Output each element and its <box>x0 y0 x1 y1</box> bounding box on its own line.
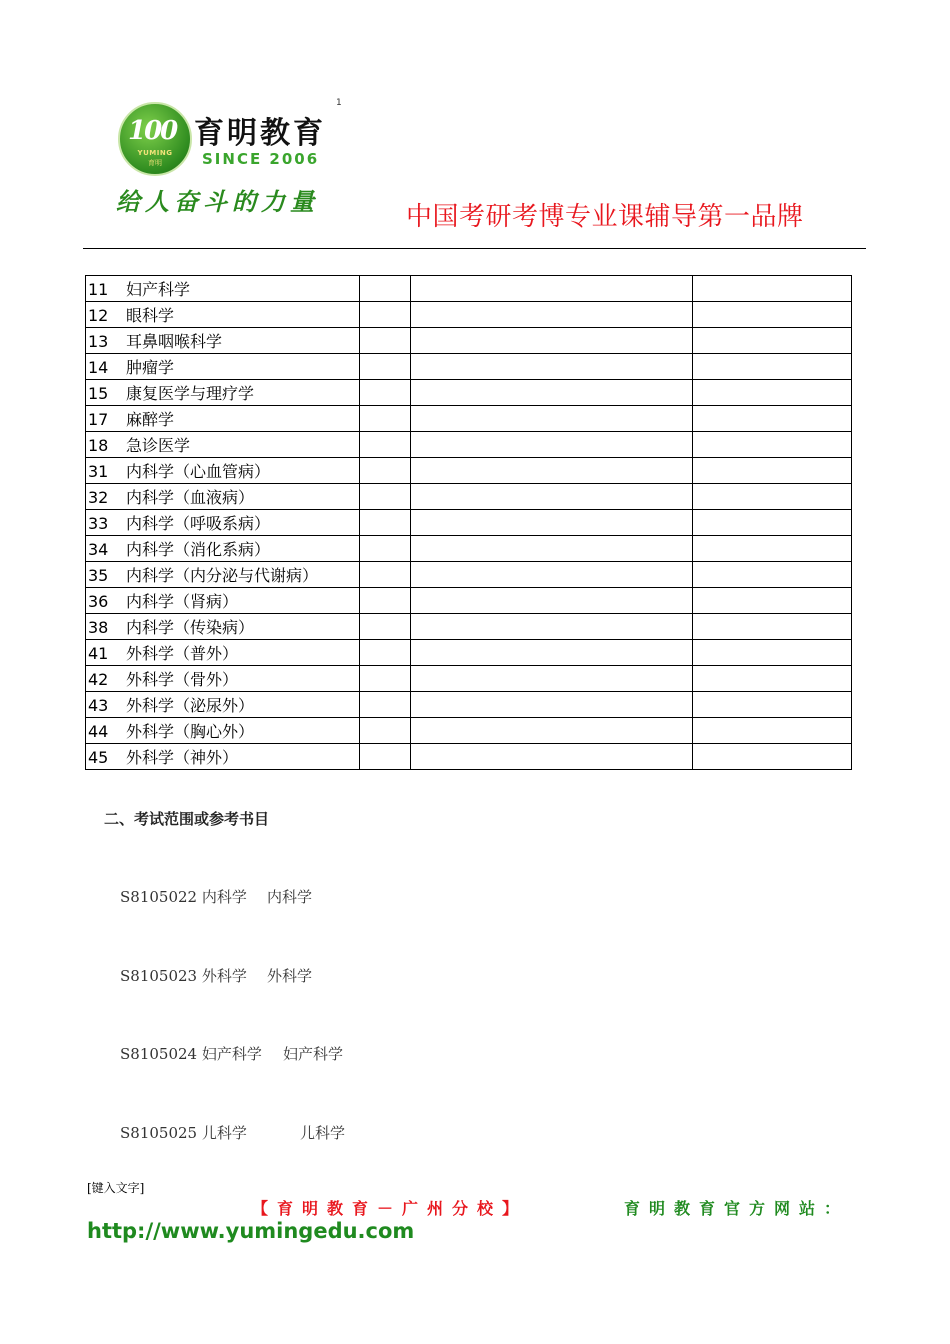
major-name: 内科学（血液病） <box>126 488 255 507</box>
major-code: 17 <box>88 410 109 429</box>
book-course: S8105025 儿科学 <box>120 1124 247 1142</box>
logo-en: YUMING <box>137 149 173 157</box>
book-course: S8105022 内科学 <box>120 888 247 906</box>
major-code: 38 <box>88 618 109 637</box>
empty-cell <box>360 354 411 380</box>
empty-cell <box>693 536 852 562</box>
major-code: 33 <box>88 514 109 533</box>
logo-emblem <box>118 102 192 176</box>
empty-cell <box>693 328 852 354</box>
book-course: S8105024 妇产科学 <box>120 1045 262 1063</box>
major-name: 内科学（心血管病） <box>126 462 271 481</box>
table-row <box>86 666 852 692</box>
major-code: 18 <box>88 436 109 455</box>
empty-cell <box>693 614 852 640</box>
empty-cell <box>360 432 411 458</box>
empty-cell <box>411 276 693 302</box>
major-code: 36 <box>88 592 109 611</box>
major-name: 耳鼻咽喉科学 <box>126 332 223 351</box>
empty-cell <box>360 302 411 328</box>
major-code: 12 <box>88 306 109 325</box>
book-entry <box>120 1122 346 1143</box>
major-cell <box>86 692 360 718</box>
table-row <box>86 510 852 536</box>
empty-cell <box>411 744 693 770</box>
major-name: 内科学（消化系病） <box>126 540 271 559</box>
empty-cell <box>693 692 852 718</box>
empty-cell <box>693 666 852 692</box>
table-row <box>86 484 852 510</box>
table-row <box>86 380 852 406</box>
table-row <box>86 458 852 484</box>
table-row <box>86 744 852 770</box>
table-row <box>86 302 852 328</box>
footer-url-link[interactable]: http://www.yumingedu.com <box>87 1219 415 1243</box>
empty-cell <box>693 276 852 302</box>
empty-cell <box>360 380 411 406</box>
major-code: 44 <box>88 722 109 741</box>
major-code: 14 <box>88 358 109 377</box>
table-row <box>86 328 852 354</box>
major-cell <box>86 484 360 510</box>
major-cell <box>86 744 360 770</box>
empty-cell <box>411 588 693 614</box>
table-row <box>86 536 852 562</box>
major-code: 15 <box>88 384 109 403</box>
empty-cell <box>411 484 693 510</box>
table-row <box>86 276 852 302</box>
book-reference: 内科学 <box>267 888 313 906</box>
major-cell <box>86 354 360 380</box>
empty-cell <box>411 328 693 354</box>
empty-cell <box>360 328 411 354</box>
major-name: 麻醉学 <box>126 410 175 429</box>
empty-cell <box>693 640 852 666</box>
major-code: 34 <box>88 540 109 559</box>
major-name: 内科学（内分泌与代谢病） <box>126 566 319 585</box>
book-reference: 外科学 <box>267 967 313 985</box>
major-name: 外科学（普外） <box>126 644 239 663</box>
major-cell <box>86 536 360 562</box>
logo-since: SINCE 2006 <box>202 150 320 168</box>
empty-cell <box>411 562 693 588</box>
table-row <box>86 588 852 614</box>
major-code: 41 <box>88 644 109 663</box>
empty-cell <box>360 744 411 770</box>
major-name: 外科学（骨外） <box>126 670 239 689</box>
brand-slogan: 中国考研考博专业课辅导第一品牌 <box>406 202 804 232</box>
empty-cell <box>693 380 852 406</box>
empty-cell <box>360 588 411 614</box>
major-cell <box>86 380 360 406</box>
major-cell <box>86 432 360 458</box>
empty-cell <box>411 510 693 536</box>
empty-cell <box>693 744 852 770</box>
book-reference: 妇产科学 <box>283 1045 344 1063</box>
logo-number: 100 <box>128 116 177 146</box>
empty-cell <box>360 640 411 666</box>
footer-branch: 【育明教育－广州分校】 <box>252 1199 528 1218</box>
major-code: 45 <box>88 748 109 767</box>
empty-cell <box>411 666 693 692</box>
empty-cell <box>411 302 693 328</box>
book-entry <box>120 965 313 986</box>
empty-cell <box>693 458 852 484</box>
empty-cell <box>411 718 693 744</box>
empty-cell <box>360 406 411 432</box>
book-course: S8105023 外科学 <box>120 967 247 985</box>
book-reference: 儿科学 <box>300 1124 346 1142</box>
empty-cell <box>360 718 411 744</box>
major-cell <box>86 276 360 302</box>
footer-site-label: 育明教育官方网站： <box>624 1199 850 1218</box>
empty-cell <box>693 588 852 614</box>
table-row <box>86 614 852 640</box>
major-code: 42 <box>88 670 109 689</box>
empty-cell <box>360 458 411 484</box>
empty-cell <box>693 510 852 536</box>
major-cell <box>86 458 360 484</box>
table-row <box>86 406 852 432</box>
empty-cell <box>360 484 411 510</box>
empty-cell <box>411 640 693 666</box>
major-cell <box>86 666 360 692</box>
major-cell <box>86 328 360 354</box>
table-row <box>86 562 852 588</box>
major-code: 43 <box>88 696 109 715</box>
major-name: 康复医学与理疗学 <box>126 384 255 403</box>
empty-cell <box>360 614 411 640</box>
major-code: 35 <box>88 566 109 585</box>
major-code: 32 <box>88 488 109 507</box>
major-name: 外科学（神外） <box>126 748 239 767</box>
book-entry <box>120 886 313 907</box>
major-cell <box>86 588 360 614</box>
header-divider <box>83 248 866 249</box>
footer-note: [键入文字] <box>87 1181 145 1195</box>
empty-cell <box>411 406 693 432</box>
empty-cell <box>360 536 411 562</box>
empty-cell <box>411 692 693 718</box>
empty-cell <box>693 354 852 380</box>
empty-cell <box>693 562 852 588</box>
empty-cell <box>693 484 852 510</box>
major-code: 31 <box>88 462 109 481</box>
empty-cell <box>693 432 852 458</box>
logo-cn-small: 育明 <box>148 159 162 167</box>
empty-cell <box>411 536 693 562</box>
major-cell <box>86 614 360 640</box>
logo-mark: 1 <box>336 98 342 108</box>
empty-cell <box>360 510 411 536</box>
table-row <box>86 640 852 666</box>
book-entry <box>120 1043 344 1064</box>
major-cell <box>86 406 360 432</box>
major-name: 外科学（胸心外） <box>126 722 255 741</box>
major-name: 内科学（肾病） <box>126 592 239 611</box>
empty-cell <box>411 614 693 640</box>
empty-cell <box>411 354 693 380</box>
table-row <box>86 718 852 744</box>
logo-name: 育明教育 <box>194 116 326 151</box>
empty-cell <box>411 380 693 406</box>
empty-cell <box>411 458 693 484</box>
logo-slogan: 给人奋斗的力量 <box>116 187 319 216</box>
logo <box>114 88 340 222</box>
empty-cell <box>411 432 693 458</box>
empty-cell <box>360 562 411 588</box>
empty-cell <box>693 718 852 744</box>
major-name: 外科学（泌尿外） <box>126 696 255 715</box>
major-name: 眼科学 <box>126 306 175 325</box>
major-cell <box>86 640 360 666</box>
major-name: 内科学（呼吸系病） <box>126 514 271 533</box>
major-cell <box>86 562 360 588</box>
table-row <box>86 432 852 458</box>
major-code: 11 <box>88 280 109 299</box>
major-cell <box>86 302 360 328</box>
empty-cell <box>360 666 411 692</box>
empty-cell <box>693 302 852 328</box>
major-name: 肿瘤学 <box>126 358 175 377</box>
major-cell <box>86 718 360 744</box>
major-cell <box>86 510 360 536</box>
table-row <box>86 354 852 380</box>
major-name: 内科学（传染病） <box>126 618 255 637</box>
empty-cell <box>360 276 411 302</box>
major-table <box>85 275 852 770</box>
major-name: 妇产科学 <box>126 280 191 299</box>
table-row <box>86 692 852 718</box>
empty-cell <box>360 692 411 718</box>
major-name: 急诊医学 <box>126 436 191 455</box>
empty-cell <box>693 406 852 432</box>
major-code: 13 <box>88 332 109 351</box>
section-title: 二、考试范围或参考书目 <box>104 810 270 828</box>
